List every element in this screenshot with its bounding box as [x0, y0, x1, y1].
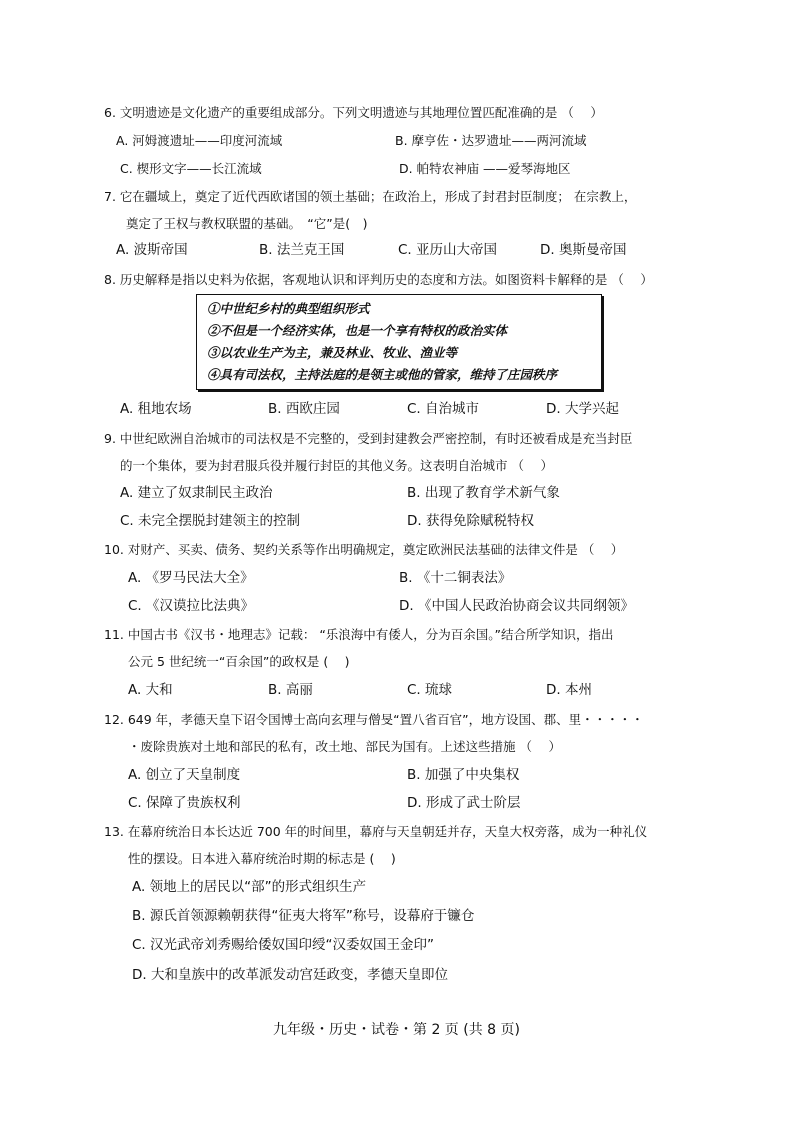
- question-13-option-d[interactable]: D. 大和皇族中的改革派发动宫廷政变，孝德天皇即位: [132, 967, 448, 983]
- question-10-option-b[interactable]: B. 《十二铜表法》: [399, 570, 512, 586]
- question-12-option-a[interactable]: A. 创立了天皇制度: [128, 767, 241, 783]
- question-9-option-a[interactable]: A. 建立了奴隶制民主政治: [120, 485, 273, 501]
- question-6-option-d[interactable]: D. 帕特农神庙 ——爱琴海地区: [399, 161, 571, 176]
- question-8-option-d[interactable]: D. 大学兴起: [546, 401, 619, 417]
- question-12-stem-line2: ・废除贵族对土地和部民的私有，改土地、部民为国有。上述这些措施 （ ）: [128, 739, 561, 754]
- question-13-stem-line2: 性的摆设。日本进入幕府统治时期的标志是 ( ): [128, 851, 396, 866]
- question-7-stem-line1: 7. 它在疆域上，奠定了近代西欧诸国的领土基础；在政治上，形成了封君封臣制度； 在宗教上，: [104, 189, 637, 204]
- page-footer: 九年级・历史・试卷・第 2 页 (共 8 页): [273, 1022, 520, 1038]
- question-9-option-c[interactable]: C. 未完全摆脱封建领主的控制: [120, 513, 301, 529]
- question-11-option-c[interactable]: C. 琉球: [407, 682, 453, 698]
- question-8-stem: 8. 历史解释是指以史料为依据，客观地认识和评判历史的态度和方法。如图资料卡解释的是 （ ）: [104, 272, 653, 287]
- question-6-option-b[interactable]: B. 摩亨佐・达罗遗址——两河流域: [395, 133, 587, 148]
- resource-card-line-4: ④具有司法权，主持法庭的是领主或他的管家，维持了庄园秩序: [207, 367, 558, 382]
- question-6-option-c[interactable]: C. 楔形文字——长江流域: [120, 161, 262, 176]
- question-12-stem-line1: 12. 649 年，孝德天皇下诏令国博士高向玄理与僧旻“置八省百官”，地方设国、郡、里・・・・・: [104, 712, 644, 727]
- question-6-option-a[interactable]: A. 河姆渡遗址——印度河流域: [116, 133, 283, 148]
- resource-card-line-1: ①中世纪乡村的典型组织形式: [207, 301, 370, 316]
- question-13-stem-line1: 13. 在幕府统治日本长达近 700 年的时间里，幕府与天皇朝廷并存，天皇大权旁落，成为一种礼仪: [104, 824, 648, 839]
- question-7-stem-line2: 奠定了王权与教权联盟的基础。 “它”是( ): [126, 216, 368, 231]
- resource-card-line-3: ③以农业生产为主，兼及林业、牧业、渔业等: [207, 345, 458, 360]
- question-12-option-b[interactable]: B. 加强了中央集权: [407, 767, 520, 783]
- question-12-option-c[interactable]: C. 保障了贵族权利: [128, 795, 241, 811]
- question-9-option-d[interactable]: D. 获得免除赋税特权: [407, 513, 534, 529]
- question-9-option-b[interactable]: B. 出现了教育学术新气象: [407, 485, 560, 501]
- question-8-option-b[interactable]: B. 西欧庄园: [268, 401, 340, 417]
- question-7-option-c[interactable]: C. 亚历山大帝国: [398, 242, 498, 258]
- question-10-option-c[interactable]: C. 《汉谟拉比法典》: [128, 598, 255, 614]
- question-10-option-d[interactable]: D. 《中国人民政治协商会议共同纲领》: [399, 598, 634, 614]
- question-7-option-d[interactable]: D. 奥斯曼帝国: [540, 242, 627, 258]
- resource-card: [196, 294, 602, 390]
- question-11-option-a[interactable]: A. 大和: [128, 682, 173, 698]
- question-9-stem-line2: 的一个集体，要为封君服兵役并履行封臣的其他义务。这表明自治城市 （ ）: [120, 458, 553, 473]
- question-11-option-d[interactable]: D. 本州: [546, 682, 592, 698]
- question-11-option-b[interactable]: B. 高丽: [268, 682, 313, 698]
- question-11-stem-line2: 公元 5 世纪统一“百余国”的政权是 ( ): [128, 654, 350, 669]
- question-8-option-c[interactable]: C. 自治城市: [407, 401, 480, 417]
- question-13-option-b[interactable]: B. 源氏首领源赖朝获得“征夷大将军”称号，设幕府于镰仓: [132, 908, 475, 924]
- question-8-option-a[interactable]: A. 租地农场: [120, 401, 192, 417]
- question-10-option-a[interactable]: A. 《罗马民法大全》: [128, 570, 254, 586]
- question-10-stem: 10. 对财产、买卖、债务、契约关系等作出明确规定，奠定欧洲民法基础的法律文件是 （ ）: [104, 542, 624, 557]
- question-11-stem-line1: 11. 中国古书《汉书・地理志》记载： “乐浪海中有倭人，分为百余国。”结合所学知识，指出: [104, 627, 614, 642]
- resource-card-line-2: ②不但是一个经济实体，也是一个享有特权的政治实体: [207, 323, 508, 338]
- question-12-option-d[interactable]: D. 形成了武士阶层: [407, 795, 521, 811]
- question-13-option-a[interactable]: A. 领地上的居民以“部”的形式组织生产: [132, 879, 367, 895]
- question-13-option-c[interactable]: C. 汉光武帝刘秀赐给倭奴国印绶“汉委奴国王金印”: [132, 937, 434, 953]
- question-7-option-b[interactable]: B. 法兰克王国: [259, 242, 345, 258]
- question-6-stem: 6. 文明遗迹是文化遗产的重要组成部分。下列文明遗迹与其地理位置匹配准确的是 （ ）: [104, 105, 603, 120]
- question-7-option-a[interactable]: A. 波斯帝国: [116, 242, 188, 258]
- question-9-stem-line1: 9. 中世纪欧洲自治城市的司法权是不完整的，受到封建教会严密控制，有时还被看成是充当封臣: [104, 431, 633, 446]
